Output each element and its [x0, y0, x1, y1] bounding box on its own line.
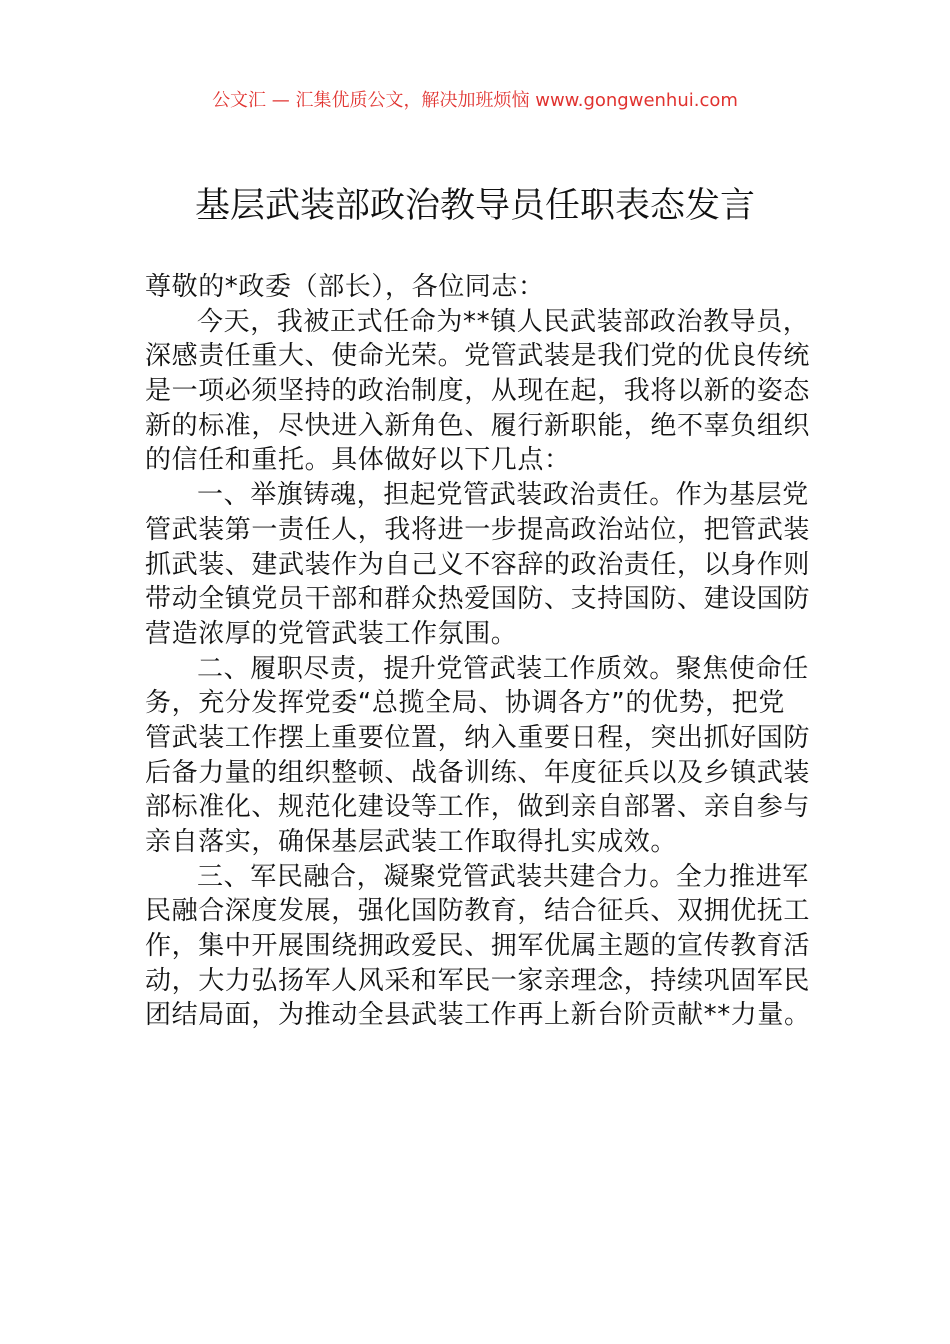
paragraph	[145, 478, 815, 651]
paragraph-line: 二、履职尽责，提升党管武装工作质效。聚焦使命任	[197, 653, 809, 684]
paragraph	[145, 860, 815, 1033]
paragraph	[145, 305, 815, 478]
paragraph-line: 新的标准，尽快进入新角色、履行新职能，绝不辜负组织	[145, 410, 811, 441]
paragraph-line: 团结局面，为推动全县武装工作再上新台阶贡献**力量。	[145, 1000, 811, 1031]
paragraph-line: 今天，我被正式任命为**镇人民武装部政治教导员，	[197, 306, 810, 337]
paragraph-line: 动，大力弘扬军人风采和军民一家亲理念，持续巩固军民	[145, 965, 811, 996]
paragraph-line: 务，充分发挥党委“总揽全局、协调各方”的优势，把党	[145, 688, 785, 719]
paragraph-line: 抓武装、建武装作为自己义不容辞的政治责任，以身作则	[145, 549, 811, 580]
paragraph-line: 部标准化、规范化建设等工作，做到亲自部署、亲自参与	[145, 792, 811, 823]
document-body	[145, 270, 815, 1033]
salutation: 尊敬的*政委（部长），各位同志：	[145, 272, 545, 302]
site-header-banner: 公文汇 — 汇集优质公文，解决加班烦恼 www.gongwenhui.com	[212, 90, 738, 111]
document-title: 基层武装部政治教导员任职表态发言	[194, 186, 755, 226]
paragraph-line: 是一项必须坚持的政治制度，从现在起，我将以新的姿态	[145, 376, 811, 407]
paragraph-line: 后备力量的组织整顿、战备训练、年度征兵以及乡镇武装	[145, 757, 811, 788]
paragraph-line: 的信任和重托。具体做好以下几点：	[145, 445, 571, 476]
paragraph-line: 营造浓厚的党管武装工作氛围。	[145, 618, 518, 649]
paragraph-line: 管武装工作摆上重要位置，纳入重要日程，突出抓好国防	[145, 722, 811, 753]
paragraph-line: 一、举旗铸魂，担起党管武装政治责任。作为基层党	[197, 480, 809, 511]
paragraph-line: 深感责任重大、使命光荣。党管武装是我们党的优良传统	[145, 341, 811, 372]
paragraph	[145, 652, 815, 860]
paragraph-line: 带动全镇党员干部和群众热爱国防、支持国防、建设国防	[145, 584, 811, 615]
paragraph-line: 民融合深度发展，强化国防教育，结合征兵、双拥优抚工	[145, 896, 811, 927]
paragraph-line: 亲自落实，确保基层武装工作取得扎实成效。	[145, 827, 678, 857]
paragraph-line: 管武装第一责任人，我将进一步提高政治站位，把管武装	[145, 514, 811, 545]
paragraph-line: 三、军民融合，凝聚党管武装共建合力。全力推进军	[197, 861, 809, 892]
paragraph-line: 作，集中开展围绕拥政爱民、拥军优属主题的宣传教育活	[145, 931, 811, 962]
